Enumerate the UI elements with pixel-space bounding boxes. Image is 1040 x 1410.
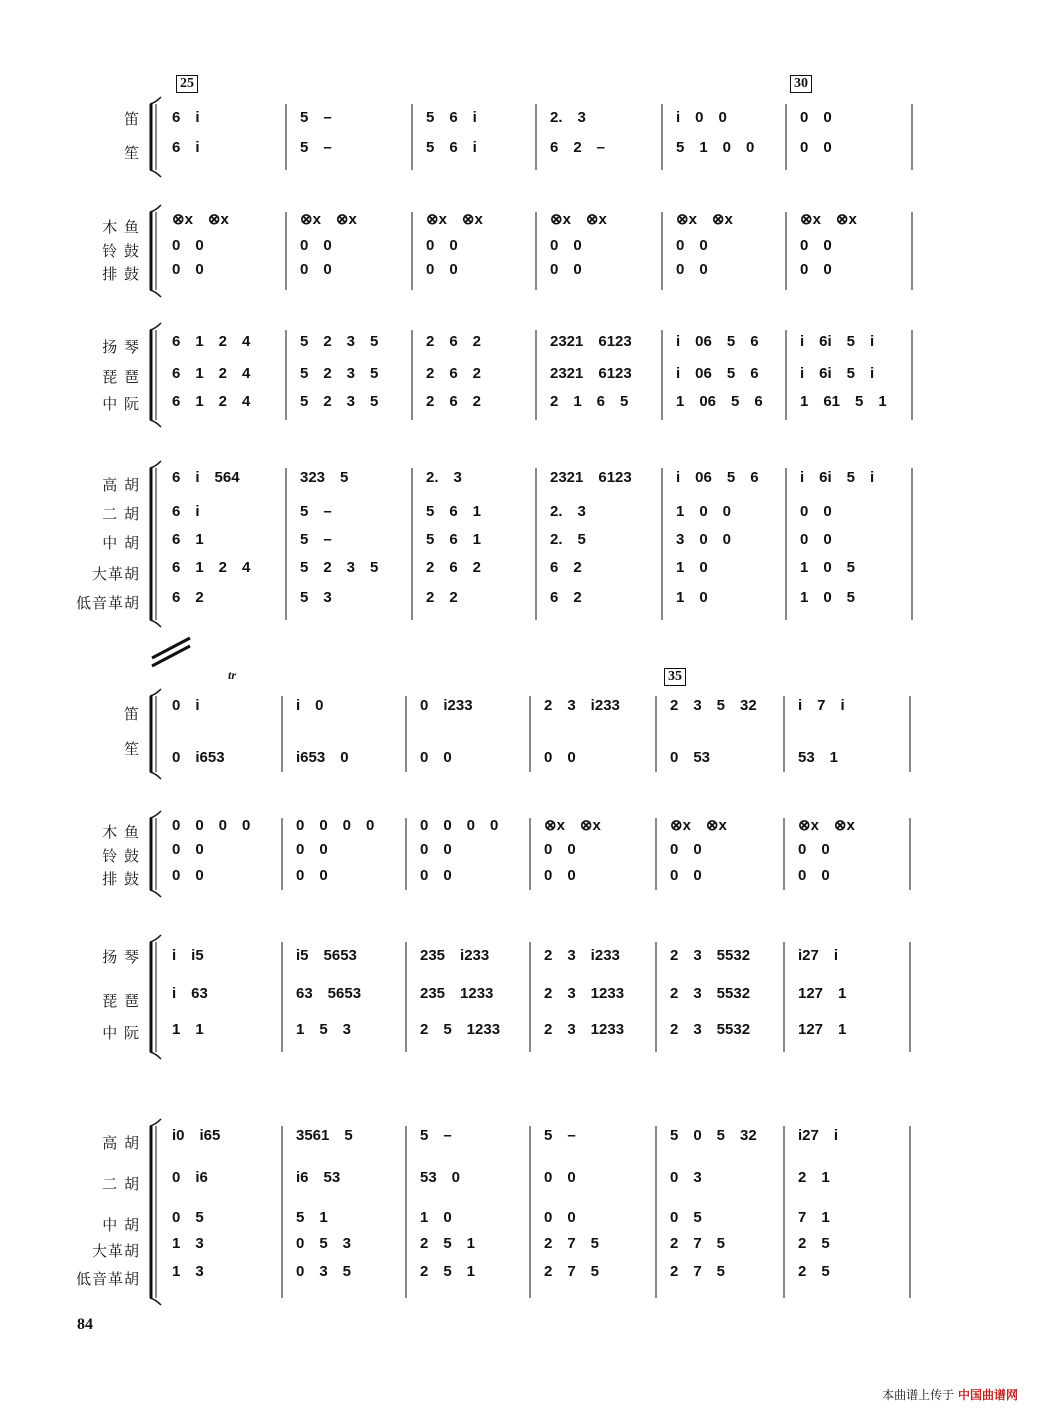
system-2-group-3-bracket-bottom-hook	[150, 1052, 161, 1059]
instrument-label-zhonghu-2: 中 胡	[102, 1216, 140, 1234]
system-2-row-13-measure-5: 2 7 5	[670, 1263, 726, 1280]
instrument-label-diyingehu: 低音革胡	[75, 594, 140, 612]
system-1-row-1-measure-6: 0 0	[800, 109, 832, 126]
system-1-row-9-measure-4: 2321 6123	[550, 469, 632, 486]
instrument-label-gaohu-2: 高 胡	[102, 1134, 140, 1152]
instrument-label-erhu-2: 二 胡	[102, 1175, 140, 1193]
system-1-row-5-measure-5: 0 0	[676, 261, 708, 278]
system-1-row-6-measure-1: 6 1 2 4	[172, 333, 251, 350]
system-1-row-10-measure-5: 1 0 0	[676, 503, 732, 520]
system-1-row-7-measure-4: 2321 6123	[550, 365, 632, 382]
system-2-row-12-measure-2: 0 5 3	[296, 1235, 352, 1252]
system-1-row-7-measure-6: i 6i 5 i	[800, 365, 875, 382]
system-1-row-13-measure-3: 2 2	[426, 589, 458, 606]
system-2-row-4-measure-3: 0 0	[420, 841, 452, 858]
system-2-row-8-measure-1: 1 1	[172, 1021, 204, 1038]
system-2-row-13-measure-1: 1 3	[172, 1263, 204, 1280]
system-1-row-6-measure-6: i 6i 5 i	[800, 333, 875, 350]
system-1-row-13-measure-6: 1 0 5	[800, 589, 856, 606]
system-1-row-2-measure-3: 5 6 i	[426, 139, 477, 156]
system-2-row-8-measure-3: 2 5 1233	[420, 1021, 501, 1038]
system-1-row-9-measure-5: i 06 5 6	[676, 469, 759, 486]
system-2-row-6-measure-1: i i5	[172, 947, 204, 964]
system-1-row-5-measure-6: 0 0	[800, 261, 832, 278]
system-2-row-6-measure-4: 2 3 i233	[544, 947, 620, 964]
system-1-row-13-measure-1: 6 2	[172, 589, 204, 606]
system-2-row-2-measure-4: 0 0	[544, 749, 576, 766]
system-1-row-1-measure-1: 6 i	[172, 109, 200, 126]
footer-prefix: 本曲谱上传于	[882, 1388, 955, 1402]
system-2-row-13-measure-3: 2 5 1	[420, 1263, 476, 1280]
instrument-label-diyingehu-2: 低音革胡	[75, 1270, 140, 1288]
system-2-row-2-measure-3: 0 0	[420, 749, 452, 766]
system-2-row-4-measure-1: 0 0	[172, 841, 204, 858]
system-2-row-13-measure-4: 2 7 5	[544, 1263, 600, 1280]
instrument-label-di: 笛	[123, 110, 140, 128]
instrument-label-zhonghu: 中 胡	[102, 534, 140, 552]
system-2-group-4-bracket-top-hook	[150, 1119, 161, 1126]
system-1-row-4-measure-1: 0 0	[172, 237, 204, 254]
system-1-row-3-measure-4: ⊗x ⊗x	[550, 211, 607, 228]
system-2-row-7-measure-6: 127 1	[798, 985, 847, 1002]
system-2-group-2-bracket-bottom-hook	[150, 890, 161, 897]
system-2-row-1-measure-3: 0 i233	[420, 697, 473, 714]
system-1-group-3-bracket-bottom-hook	[150, 420, 161, 427]
system-1-row-10-measure-2: 5 –	[300, 503, 332, 520]
system-2-row-5-measure-6: 0 0	[798, 867, 830, 884]
system-2-row-12-measure-6: 2 5	[798, 1235, 830, 1252]
system-2-row-1-measure-6: i 7 i	[798, 697, 845, 714]
system-2-row-8-measure-6: 127 1	[798, 1021, 847, 1038]
system-2-row-1-measure-1: 0 i	[172, 697, 200, 714]
system-1-row-9-measure-1: 6 i 564	[172, 469, 240, 486]
instrument-label-gaohu: 高 胡	[102, 476, 140, 494]
instrument-label-di-2: 笛	[123, 705, 140, 723]
rehearsal-mark-25: 25	[176, 75, 198, 93]
system-1-row-3-measure-3: ⊗x ⊗x	[426, 211, 483, 228]
system-1-row-5-measure-4: 0 0	[550, 261, 582, 278]
system-1-row-10-measure-3: 5 6 1	[426, 503, 482, 520]
system-1-row-11-measure-1: 6 1	[172, 531, 204, 548]
system-2-row-12-measure-4: 2 7 5	[544, 1235, 600, 1252]
system-2-row-7-measure-1: i 63	[172, 985, 208, 1002]
system-1-group-4-bracket-top-hook	[150, 461, 161, 468]
instrument-label-dagehu-2: 大革胡	[91, 1242, 140, 1260]
system-2-row-10-measure-6: 2 1	[798, 1169, 830, 1186]
system-2-row-2-measure-5: 0 53	[670, 749, 711, 766]
system-2-row-2-measure-2: i653 0	[296, 749, 349, 766]
instrument-label-pipa-2: 琵 琶	[102, 992, 140, 1010]
system-1-row-3-measure-1: ⊗x ⊗x	[172, 211, 229, 228]
system-1-row-2-measure-5: 5 1 0 0	[676, 139, 755, 156]
system-1-row-10-measure-6: 0 0	[800, 503, 832, 520]
system-2-row-4-measure-6: 0 0	[798, 841, 830, 858]
system-1-row-3-measure-6: ⊗x ⊗x	[800, 211, 857, 228]
instrument-label-dagehu: 大革胡	[91, 565, 140, 583]
system-1-group-4-bracket-bottom-hook	[150, 620, 161, 627]
system-1-row-8-measure-6: 1 61 5 1	[800, 393, 887, 410]
system-1-row-8-measure-3: 2 6 2	[426, 393, 482, 410]
trill-mark: tr	[228, 668, 237, 682]
system-2-row-9-measure-6: i27 i	[798, 1127, 839, 1144]
system-2-row-11-measure-2: 5 1	[296, 1209, 328, 1226]
system-1-row-7-measure-3: 2 6 2	[426, 365, 482, 382]
rehearsal-mark-30: 30	[790, 75, 812, 93]
system-1-row-1-measure-2: 5 –	[300, 109, 332, 126]
system-1-row-12-measure-1: 6 1 2 4	[172, 559, 251, 576]
system-2-row-7-measure-4: 2 3 1233	[544, 985, 625, 1002]
system-2-row-9-measure-3: 5 –	[420, 1127, 452, 1144]
system-2-row-1-measure-2: i 0	[296, 697, 324, 714]
system-2-group-4-bracket-bottom-hook	[150, 1298, 161, 1305]
system-2-row-5-measure-3: 0 0	[420, 867, 452, 884]
system-1-row-8-measure-1: 6 1 2 4	[172, 393, 251, 410]
system-1-row-13-measure-2: 5 3	[300, 589, 332, 606]
system-2-row-3-measure-6: ⊗x ⊗x	[798, 817, 855, 834]
system-2-row-10-measure-1: 0 i6	[172, 1169, 208, 1186]
system-1-group-1-bracket-top-hook	[150, 97, 161, 104]
system-2-row-11-measure-3: 1 0	[420, 1209, 452, 1226]
system-2-row-1-measure-4: 2 3 i233	[544, 697, 620, 714]
system-1-row-3-measure-5: ⊗x ⊗x	[676, 211, 733, 228]
system-1-row-1-measure-5: i 0 0	[676, 109, 727, 126]
system-1-row-2-measure-4: 6 2 –	[550, 139, 606, 156]
system-2-row-5-measure-2: 0 0	[296, 867, 328, 884]
system-2-row-7-measure-2: 63 5653	[296, 985, 362, 1002]
system-1-row-6-measure-5: i 06 5 6	[676, 333, 759, 350]
system-2-row-12-measure-1: 1 3	[172, 1235, 204, 1252]
instrument-label-zhongruan-2: 中 阮	[102, 1024, 140, 1042]
system-2-row-2-measure-6: 53 1	[798, 749, 839, 766]
system-1-row-10-measure-4: 2. 3	[550, 503, 586, 520]
system-1-row-3-measure-2: ⊗x ⊗x	[300, 211, 357, 228]
system-2-row-7-measure-5: 2 3 5532	[670, 985, 751, 1002]
system-1-row-6-measure-2: 5 2 3 5	[300, 333, 379, 350]
system-1-row-4-measure-4: 0 0	[550, 237, 582, 254]
system-2-row-11-measure-4: 0 0	[544, 1209, 576, 1226]
system-1-row-11-measure-2: 5 –	[300, 531, 332, 548]
system-2-group-1-bracket-top-hook	[150, 689, 161, 696]
system-2-row-10-measure-3: 53 0	[420, 1169, 461, 1186]
footer-credit	[882, 1386, 1018, 1403]
system-2-row-8-measure-4: 2 3 1233	[544, 1021, 625, 1038]
system-1-row-12-measure-5: 1 0	[676, 559, 708, 576]
system-2-row-9-measure-4: 5 –	[544, 1127, 576, 1144]
system-2-row-3-measure-1: 0 0 0 0	[172, 817, 251, 834]
system-2-row-8-measure-5: 2 3 5532	[670, 1021, 751, 1038]
system-2-row-9-measure-2: 3561 5	[296, 1127, 353, 1144]
instrument-label-pipa: 琵 琶	[102, 368, 140, 386]
system-1-row-6-measure-4: 2321 6123	[550, 333, 632, 350]
system-2-row-6-measure-2: i5 5653	[296, 947, 357, 964]
instrument-label-erhu: 二 胡	[102, 505, 140, 523]
system-2-row-9-measure-5: 5 0 5 32	[670, 1127, 757, 1144]
system-2-row-5-measure-5: 0 0	[670, 867, 702, 884]
system-2-row-3-measure-3: 0 0 0 0	[420, 817, 499, 834]
system-2-row-4-measure-2: 0 0	[296, 841, 328, 858]
system-2-row-3-measure-2: 0 0 0 0	[296, 817, 375, 834]
system-1-row-4-measure-3: 0 0	[426, 237, 458, 254]
system-2-row-12-measure-3: 2 5 1	[420, 1235, 476, 1252]
system-2-row-6-measure-3: 235 i233	[420, 947, 490, 964]
system-1-row-9-measure-3: 2. 3	[426, 469, 462, 486]
system-1-row-5-measure-3: 0 0	[426, 261, 458, 278]
system-2-row-4-measure-4: 0 0	[544, 841, 576, 858]
system-2-row-3-measure-5: ⊗x ⊗x	[670, 817, 727, 834]
system-1-row-12-measure-3: 2 6 2	[426, 559, 482, 576]
system-2-row-1-measure-5: 2 3 5 32	[670, 697, 757, 714]
page-number: 84	[77, 1316, 93, 1333]
system-1-row-4-measure-6: 0 0	[800, 237, 832, 254]
system-2-row-13-measure-6: 2 5	[798, 1263, 830, 1280]
system-2-row-9-measure-1: i0 i65	[172, 1127, 221, 1144]
system-1-row-11-measure-3: 5 6 1	[426, 531, 482, 548]
instrument-label-muyu-2: 木 鱼	[102, 823, 140, 841]
system-1-row-2-measure-1: 6 i	[172, 139, 200, 156]
system-2-row-5-measure-1: 0 0	[172, 867, 204, 884]
system-1-group-3-bracket-top-hook	[150, 323, 161, 330]
system-2-row-6-measure-5: 2 3 5532	[670, 947, 751, 964]
system-1-row-2-measure-6: 0 0	[800, 139, 832, 156]
system-1-row-8-measure-5: 1 06 5 6	[676, 393, 763, 410]
system-1-group-1-bracket-bottom-hook	[150, 170, 161, 177]
system-1-row-11-measure-5: 3 0 0	[676, 531, 732, 548]
system-1-row-8-measure-4: 2 1 6 5	[550, 393, 629, 410]
system-2-row-12-measure-5: 2 7 5	[670, 1235, 726, 1252]
system-2-row-10-measure-2: i6 53	[296, 1169, 341, 1186]
system-1-row-7-measure-2: 5 2 3 5	[300, 365, 379, 382]
system-2-row-6-measure-6: i27 i	[798, 947, 839, 964]
system-1-row-12-measure-4: 6 2	[550, 559, 582, 576]
instrument-label-sheng: 笙	[123, 144, 140, 162]
system-1-row-10-measure-1: 6 i	[172, 503, 200, 520]
system-1-row-6-measure-3: 2 6 2	[426, 333, 482, 350]
system-1-row-1-measure-3: 5 6 i	[426, 109, 477, 126]
instrument-label-sheng-2: 笙	[123, 740, 140, 758]
system-1-row-2-measure-2: 5 –	[300, 139, 332, 156]
instrument-label-yangqin: 扬 琴	[102, 338, 140, 356]
system-1-row-8-measure-2: 5 2 3 5	[300, 393, 379, 410]
system-2-row-10-measure-5: 0 3	[670, 1169, 702, 1186]
system-2-row-11-measure-5: 0 5	[670, 1209, 702, 1226]
system-1-group-2-bracket-bottom-hook	[150, 290, 161, 297]
system-1-row-9-measure-2: 323 5	[300, 469, 349, 486]
system-1-row-7-measure-5: i 06 5 6	[676, 365, 759, 382]
instrument-label-yangqin-2: 扬 琴	[102, 948, 140, 966]
instrument-label-linggu-2: 铃 鼓	[102, 847, 140, 865]
system-1-row-11-measure-6: 0 0	[800, 531, 832, 548]
system-1-row-1-measure-4: 2. 3	[550, 109, 586, 126]
system-2-row-3-measure-4: ⊗x ⊗x	[544, 817, 601, 834]
system-2-group-2-bracket-top-hook	[150, 811, 161, 818]
system-2-row-10-measure-4: 0 0	[544, 1169, 576, 1186]
system-2-row-13-measure-2: 0 3 5	[296, 1263, 352, 1280]
instrument-label-paigu: 排 鼓	[102, 265, 140, 283]
system-1-group-2-bracket-top-hook	[150, 205, 161, 212]
system-1-row-5-measure-1: 0 0	[172, 261, 204, 278]
system-2-row-5-measure-4: 0 0	[544, 867, 576, 884]
system-2-row-4-measure-5: 0 0	[670, 841, 702, 858]
system-2-row-8-measure-2: 1 5 3	[296, 1021, 352, 1038]
system-2-row-11-measure-1: 0 5	[172, 1209, 204, 1226]
rehearsal-mark-35: 35	[664, 668, 686, 686]
system-1-row-4-measure-5: 0 0	[676, 237, 708, 254]
system-1-row-7-measure-1: 6 1 2 4	[172, 365, 251, 382]
system-2-row-2-measure-1: 0 i653	[172, 749, 225, 766]
system-1-row-9-measure-6: i 6i 5 i	[800, 469, 875, 486]
system-1-row-12-measure-2: 5 2 3 5	[300, 559, 379, 576]
instrument-label-zhongruan: 中 阮	[102, 395, 140, 413]
footer-site-name: 中国曲谱网	[957, 1388, 1018, 1402]
instrument-label-muyu: 木 鱼	[102, 218, 140, 236]
system-1-row-13-measure-5: 1 0	[676, 589, 708, 606]
system-2-group-1-bracket-bottom-hook	[150, 772, 161, 779]
system-2-group-3-bracket-top-hook	[150, 935, 161, 942]
system-2-row-11-measure-6: 7 1	[798, 1209, 830, 1226]
system-1-row-12-measure-6: 1 0 5	[800, 559, 856, 576]
system-1-row-4-measure-2: 0 0	[300, 237, 332, 254]
system-1-row-5-measure-2: 0 0	[300, 261, 332, 278]
system-2-row-7-measure-3: 235 1233	[420, 985, 494, 1002]
system-1-row-11-measure-4: 2. 5	[550, 531, 586, 548]
instrument-label-linggu: 铃 鼓	[102, 242, 140, 260]
instrument-label-paigu-2: 排 鼓	[102, 870, 140, 888]
system-1-row-13-measure-4: 6 2	[550, 589, 582, 606]
